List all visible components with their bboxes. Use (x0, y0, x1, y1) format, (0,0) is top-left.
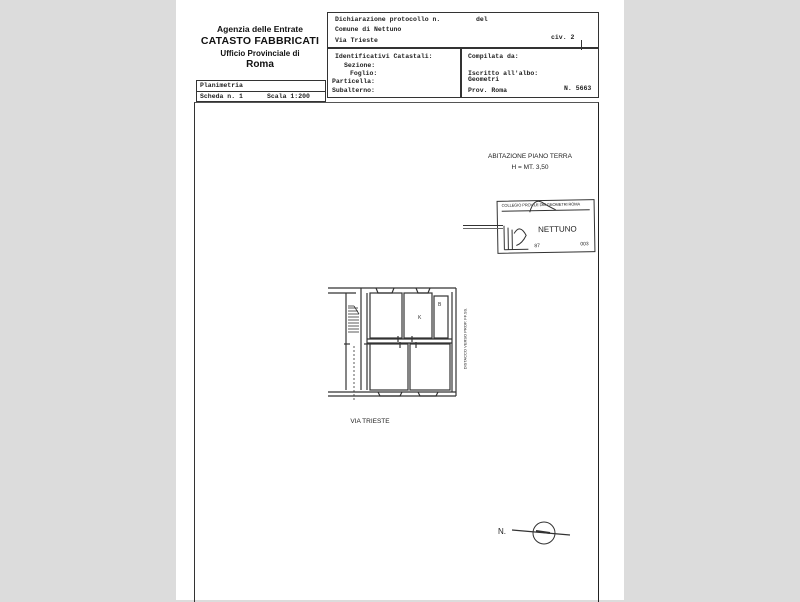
office-city: Roma (246, 59, 274, 70)
floor-plan (326, 284, 466, 404)
section-label: Sezione: (344, 62, 376, 69)
stamp-city: NETTUNO (537, 224, 577, 235)
tick-mark (581, 40, 582, 50)
ceiling-height: H = MT. 3,50 (511, 164, 549, 171)
signature-icon (527, 196, 557, 217)
date-label: del (476, 16, 488, 23)
profession: Geometri (468, 76, 500, 83)
north-arrow-icon (512, 518, 572, 548)
north-label: N. (498, 527, 506, 536)
stamp-leader-line (463, 225, 503, 226)
compiler-title: Compilata da: (468, 53, 519, 60)
room-label-k: K (418, 315, 422, 321)
stamp-mark: 87 (534, 243, 540, 250)
compiler-box (461, 48, 599, 98)
stamp-code: 003 (580, 241, 589, 248)
geometri-stamp (497, 199, 596, 254)
office-label: Ufficio Provinciale di (220, 49, 300, 58)
plan-sheet: Scheda n. 1 (200, 93, 243, 100)
protocol-label: Dichiarazione protocollo n. (335, 16, 441, 23)
street: Via Trieste (335, 37, 378, 44)
sheet-label: Foglio: (350, 70, 378, 77)
plan-info-box (196, 80, 326, 102)
floor-title: ABITAZIONE PIANO TERRA (488, 153, 572, 160)
registered-label: Iscritto all'albo: (468, 70, 539, 77)
municipality: Comune di Nettuno (335, 26, 402, 33)
room-label-b: B (438, 302, 442, 308)
declaration-box (327, 12, 599, 48)
plan-scale: Scala 1:200 (267, 93, 310, 100)
subunit-label: Subalterno: (332, 87, 375, 94)
cadastral-identifiers-box (327, 48, 461, 98)
side-distance-label: DISTACCO VERSO PROP. FF.SS. (462, 307, 468, 370)
stamp-leader-line-2 (463, 228, 503, 229)
stamp-emblem-icon (502, 221, 533, 252)
parcel-label: Particella: (332, 78, 375, 85)
agency-name: Agenzia delle Entrate (217, 24, 303, 34)
stamp-header: COLLEGIO PROV.LE DEI GEOMETRI ROMA (501, 201, 581, 208)
plan-type: Planimetria (200, 82, 243, 89)
registry-name: CATASTO FABBRICATI (200, 35, 320, 47)
province: Prov. Roma (468, 87, 508, 94)
civic-number: civ. 2 (551, 34, 575, 41)
identifiers-title: Identificativi Catastali: (335, 53, 433, 60)
agency-header (200, 24, 320, 71)
street-label: VIA TRIESTE (350, 418, 390, 425)
document-page (176, 0, 624, 600)
registration-number: N. 5663 (564, 85, 592, 92)
